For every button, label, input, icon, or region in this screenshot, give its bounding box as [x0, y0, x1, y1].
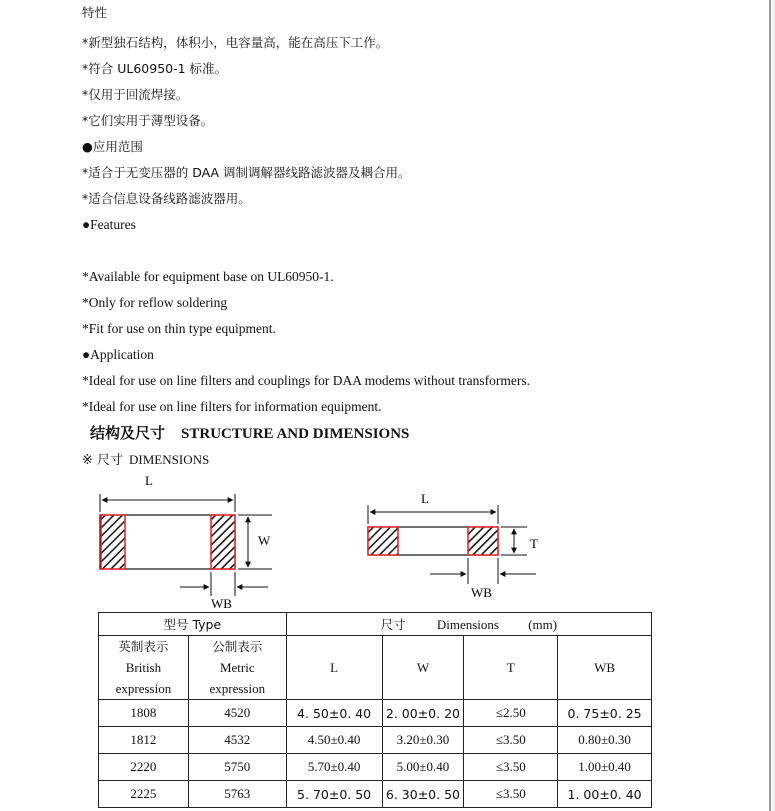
cell-t: ≤3.50 — [464, 754, 558, 781]
cell-t: ≤3.50 — [464, 727, 558, 754]
type-header: 型号 Type — [99, 613, 287, 636]
dimensions-table — [98, 612, 652, 808]
cell-wb: 0.80±0.30 — [558, 727, 652, 754]
table-subheader-row — [99, 636, 652, 700]
cell-wb: 0. 75±0. 25 — [558, 700, 652, 727]
cell-l: 5. 70±0. 50 — [286, 781, 382, 808]
british-header-en2: expression — [115, 681, 172, 696]
label-wb-top: WB — [211, 596, 232, 611]
terminal-left-side — [368, 527, 398, 555]
cell-metric: 5763 — [188, 781, 286, 808]
cell-l: 4. 50±0. 40 — [286, 700, 382, 727]
metric-header-cn: 公制表示 — [212, 639, 263, 654]
cell-wb: 1.00±0.40 — [558, 754, 652, 781]
table-row — [99, 727, 652, 754]
dim-header-unit: (mm) — [528, 617, 558, 632]
cell-t: ≤3.50 — [464, 781, 558, 808]
top-view — [100, 473, 272, 611]
application-cn-item: *适合信息设备线路滤波器用。 — [82, 191, 251, 206]
cell-british: 2220 — [99, 754, 189, 781]
cell-l: 5.70±0.40 — [286, 754, 382, 781]
application-en-item: *Ideal for use on line filters and couplings for DAA modems without transformers. — [82, 373, 531, 388]
cell-wb: 1. 00±0. 40 — [558, 781, 652, 808]
features-en-item: *Only for reflow soldering — [82, 295, 228, 310]
application-cn-item: *适合于无变压器的 DAA 调制调解器线路滤波器及耦合用。 — [82, 165, 411, 180]
terminal-right — [211, 515, 235, 569]
cell-l: 4.50±0.40 — [286, 727, 382, 754]
col-header-wb: WB — [558, 636, 652, 700]
cell-w: 5.00±0.40 — [382, 754, 464, 781]
table-row — [99, 781, 652, 808]
label-wb-side: WB — [471, 585, 492, 600]
cell-metric: 5750 — [188, 754, 286, 781]
label-t-side: T — [530, 536, 538, 551]
application-en-title: ●Application — [82, 347, 154, 362]
british-header — [99, 636, 189, 700]
metric-header — [188, 636, 286, 700]
cell-british: 1808 — [99, 700, 189, 727]
col-header-l: L — [286, 636, 382, 700]
table-header-row — [99, 613, 652, 636]
cell-metric: 4532 — [188, 727, 286, 754]
table-row — [99, 754, 652, 781]
application-en-item: *Ideal for use on line filters for information equipment. — [82, 399, 382, 414]
british-header-cn: 英制表示 — [118, 639, 169, 654]
dimensions-header — [286, 613, 651, 636]
features-cn-title: 特性 — [82, 5, 108, 20]
table-row — [99, 700, 652, 727]
col-header-t: T — [464, 636, 558, 700]
features-cn-item: *它们实用于薄型设备。 — [82, 113, 214, 128]
cell-w: 2. 00±0. 20 — [382, 700, 464, 727]
cell-british: 1812 — [99, 727, 189, 754]
cell-w: 3.20±0.30 — [382, 727, 464, 754]
structure-title-en: STRUCTURE AND DIMENSIONS — [181, 426, 410, 442]
terminal-left — [101, 515, 125, 569]
dim-header-cn: 尺寸 — [380, 617, 406, 632]
features-cn-item: *符合 UL60950-1 标准。 — [82, 61, 228, 76]
cell-british: 2225 — [99, 781, 189, 808]
features-en-title: ●Features — [82, 217, 136, 232]
features-en-item: *Fit for use on thin type equipment. — [82, 321, 276, 336]
label-w-top: W — [258, 533, 271, 548]
british-header-en: British — [125, 660, 162, 675]
col-header-w: W — [382, 636, 464, 700]
metric-header-en2: expression — [209, 681, 266, 696]
features-cn-item: *仅用于回流焊接。 — [82, 87, 189, 102]
cell-t: ≤2.50 — [464, 700, 558, 727]
cell-metric: 4520 — [188, 700, 286, 727]
dimensions-sub-cn: ※ 尺寸 — [82, 453, 124, 468]
dim-header-en: Dimensions — [436, 617, 499, 632]
label-l-side: L — [421, 491, 429, 506]
terminal-right-side — [468, 527, 498, 555]
label-l-top: L — [145, 473, 153, 488]
features-cn-item: *新型独石结构，体积小，电容量高，能在高压下工作。 — [82, 35, 389, 50]
application-cn-title: ●应用范围 — [82, 139, 143, 154]
side-view — [368, 491, 538, 600]
features-en-item: *Available for equipment base on UL60950-1. — [82, 269, 334, 284]
cell-w: 6. 30±0. 50 — [382, 781, 464, 808]
dimensions-sub-en: DIMENSIONS — [129, 452, 210, 467]
structure-title-cn: 结构及尺寸 — [90, 424, 166, 442]
metric-header-en: Metric — [219, 660, 255, 675]
